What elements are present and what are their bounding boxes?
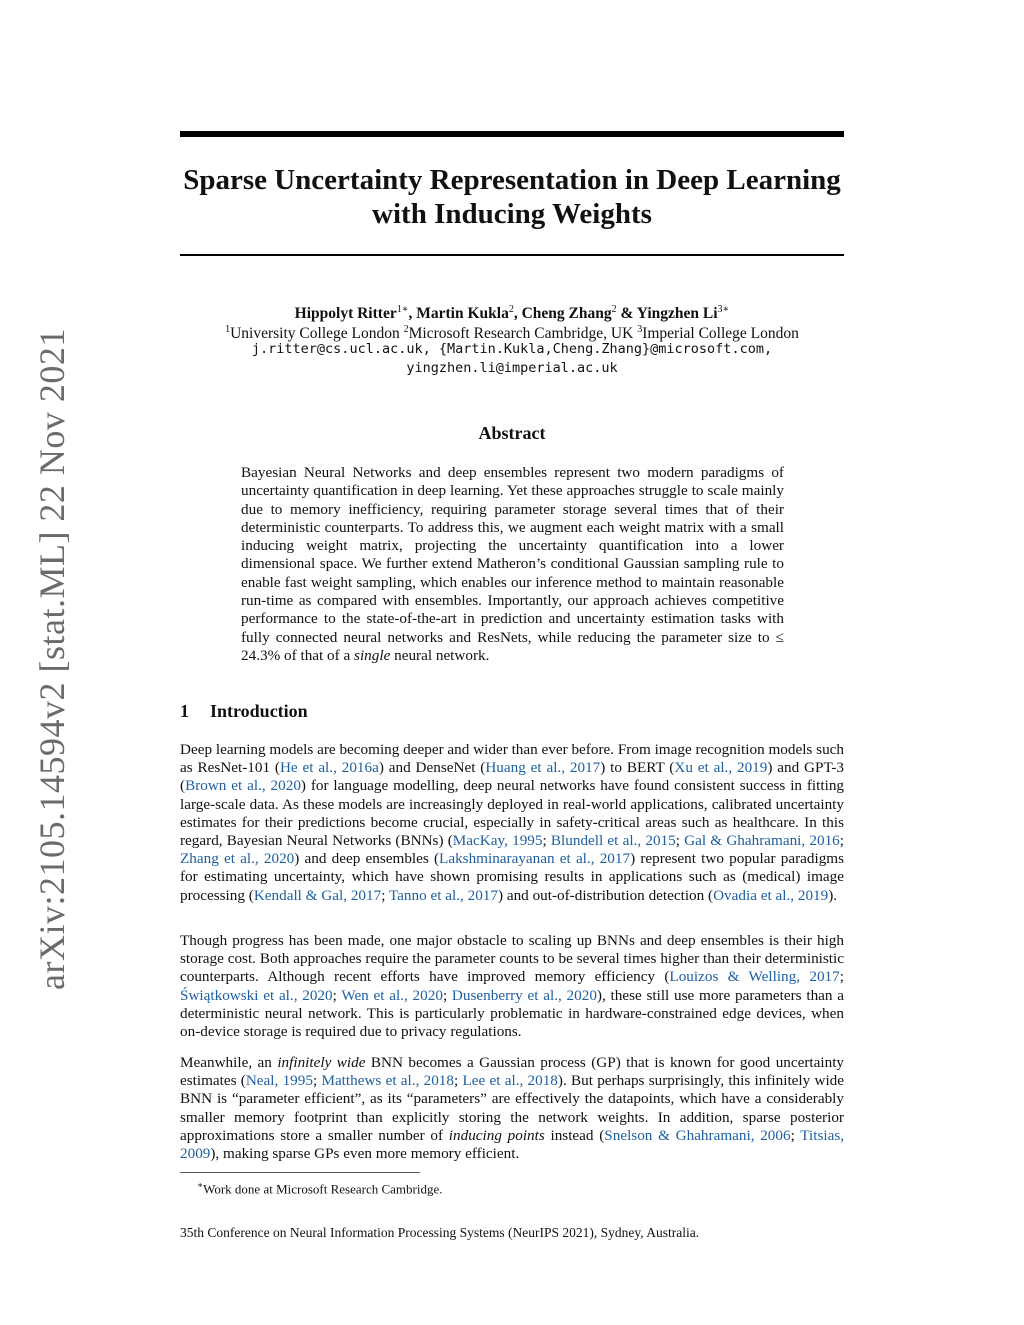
body-text: ), these still use more parameters than a deterministic neural network. This is particularly problematic in hardware-constrained edge devices, when on-device storage is required due to privacy regulations. xyxy=(180,986,844,1041)
body-text: ). But perhaps surprisingly, this infinitely wide BNN is “parameter efficient”, as its “parameters” are effectively the datapoints, which have a considerably smaller memory footprint than explicitly storing the network weights. In addition, sparse posterior approximations store a smaller number of xyxy=(180,1072,844,1144)
abstract-text xyxy=(241,464,784,665)
conference-note: 35th Conference on Neural Information Processing Systems (NeurIPS 2021), Sydney, Australia. xyxy=(180,1225,700,1240)
citation-link[interactable]: Lakshminarayanan et al., 2017 xyxy=(439,850,631,868)
abstract-span: Bayesian Neural Networks and deep ensembles represent two modern paradigms of uncertainty quantification in deep learning. Yet these approaches struggle to scale mainly due to memory inefficiency, requiring parameter storage several times that of their deterministic counterparts. To address this, we augment each weight matrix with a small inducing weight matrix, projecting the uncertainty quantification into a lower dimensional space. We further extend Matheron’s conditional Gaussian sampling rule to enable fast weight sampling, which enables our inference method to maintain reasonable run-time as compared with ensembles. Importantly, our approach achieves competitive performance to the state-of-the-art in prediction and uncertainty estimation tasks with fully connected neural networks and ResNets, while reducing the parameter size to ≤ 24.3% of that of a xyxy=(241,464,784,664)
citation-link[interactable]: Xu et al., 2019 xyxy=(674,759,768,777)
intro-paragraph-2 xyxy=(180,932,844,1041)
affiliation: University College London xyxy=(230,325,400,343)
intro-paragraph-3 xyxy=(180,1054,844,1163)
body-text: ; xyxy=(381,886,389,904)
title-line-2: with Inducing Weights xyxy=(372,198,652,230)
citation-link[interactable]: MacKay, 1995 xyxy=(452,832,543,850)
citation-link[interactable]: Zhang et al., 2020 xyxy=(180,850,295,868)
body-text: ; xyxy=(675,832,685,850)
title-top-rule xyxy=(180,131,844,137)
citation-link[interactable]: Gal & Ghahramani, 2016 xyxy=(684,832,840,850)
body-text: ) for language modelling, deep neural networks have found consistent success in fitting large-scale data. As these models are increasingly deployed in real-world applications, calibrated uncertainty estimates for their predictions become crucial, especially in safety-critical areas such as healthcare. In this regard, Bayesian Neural Networks (BNNs) ( xyxy=(180,777,845,850)
abstract-emphasis: single xyxy=(354,646,391,664)
body-text: ; xyxy=(790,1126,801,1144)
body-text: ; xyxy=(542,832,551,850)
affil-mark: 1 xyxy=(225,324,231,335)
citation-link[interactable]: Matthews et al., 2018 xyxy=(321,1072,454,1090)
body-text: ) and DenseNet ( xyxy=(378,759,486,777)
citation-link[interactable]: Louizos & Welling, 2017 xyxy=(669,968,840,986)
author-affil-mark: 2 xyxy=(508,304,514,315)
body-text: Deep learning models are becoming deeper and wider than ever before. From image recognition models such as ResNet-101 ( xyxy=(180,741,844,777)
body-text: BNN becomes a Gaussian process (GP) that is known for good uncertainty estimates ( xyxy=(180,1054,845,1090)
abstract-heading: Abstract xyxy=(478,423,546,443)
author-name: Hippolyt Ritter xyxy=(294,305,397,323)
author-name: Martin Kukla xyxy=(416,305,509,323)
section-number: 1 xyxy=(180,701,189,721)
author-name: Yingzhen Li xyxy=(636,305,718,323)
author-affil-mark: 1 xyxy=(396,304,402,315)
affil-mark: 2 xyxy=(403,324,409,335)
body-text: Meanwhile, an xyxy=(180,1054,278,1071)
citation-link[interactable]: Titsias, 2009 xyxy=(180,1126,845,1163)
email-line: yingzhen.li@imperial.ac.uk xyxy=(406,360,618,376)
affiliation: Imperial College London xyxy=(642,325,799,343)
author-list: Hippolyt Ritter$^{1∗}$, Martin Kukla$^2$, Cheng Zhang$^2$ & Yingzhen $Li^{3∗}$ xyxy=(294,304,730,323)
author-footnote-mark: ∗ xyxy=(401,304,409,315)
citation-link[interactable]: He et al., 2016a xyxy=(279,759,379,777)
section-heading xyxy=(180,701,308,722)
affil-mark: 3 xyxy=(637,324,643,335)
citation-link[interactable]: Huang et al., 2017 xyxy=(485,759,601,777)
body-text: ) and GPT-3 ( xyxy=(180,759,845,795)
footnote-rule xyxy=(180,1172,420,1173)
citation-link[interactable]: Blundell et al., 2015 xyxy=(550,832,676,850)
emphasis: inducing points xyxy=(448,1126,545,1144)
body-text: ; xyxy=(442,986,452,1004)
body-text: ). xyxy=(828,886,838,904)
affiliation: Microsoft Research Cambridge, UK xyxy=(408,325,634,343)
email-line: j.ritter@cs.ucl.ac.uk, {Martin.Kukla,Cheng.Zhang}@microsoft.com, xyxy=(251,341,773,357)
footnote xyxy=(197,1177,443,1197)
author-affil-mark: 2 xyxy=(611,304,617,315)
author-name: Cheng Zhang xyxy=(521,305,612,323)
section-title: Introduction xyxy=(210,701,308,721)
body-text: ; xyxy=(839,968,844,986)
citation-link[interactable]: Kendall & Gal, 2017 xyxy=(253,886,382,904)
emphasis: infinitely wide xyxy=(277,1054,366,1071)
paper-title xyxy=(180,163,844,231)
author-affil-mark: 3∗ xyxy=(717,304,730,315)
citation-link[interactable]: Snelson & Ghahramani, 2006 xyxy=(604,1126,791,1144)
title-line-1: Sparse Uncertainty Representation in Deep Learning xyxy=(183,164,841,196)
author-emails xyxy=(170,340,854,378)
arxiv-identifier: arXiv:2105.14594v2 [stat.ML] 22 Nov 2021 xyxy=(32,328,72,990)
footnote-text: Work done at Microsoft Research Cambridge. xyxy=(203,1181,443,1197)
body-text: ; xyxy=(839,832,844,850)
body-text: ; xyxy=(312,1072,322,1090)
citation-link[interactable]: Ovadia et al., 2019 xyxy=(713,886,829,904)
body-text: ; xyxy=(332,986,342,1004)
citation-link[interactable]: Tanno et al., 2017 xyxy=(388,886,498,904)
intro-paragraph-1 xyxy=(180,741,844,905)
citation-link[interactable]: Świątkowski et al., 2020 xyxy=(180,986,333,1004)
citation-link[interactable]: Brown et al., 2020 xyxy=(185,777,301,795)
citation-link[interactable]: Lee et al., 2018 xyxy=(462,1072,558,1090)
body-text: ) to BERT ( xyxy=(600,759,675,777)
body-text: ) and deep ensembles ( xyxy=(294,850,440,868)
body-text: ), making sparse GPs even more memory efficient. xyxy=(210,1145,520,1163)
citation-link[interactable]: Neal, 1995 xyxy=(245,1072,313,1090)
citation-link[interactable]: Wen et al., 2020 xyxy=(341,986,443,1004)
abstract-span: neural network. xyxy=(390,646,490,664)
body-text: ) represent two popular paradigms for estimating uncertainty, which have shown promising results in applications such as (medical) image processing ( xyxy=(180,850,845,904)
citation-link[interactable]: Dusenberry et al., 2020 xyxy=(451,986,597,1004)
body-text: instead ( xyxy=(544,1126,605,1144)
body-text: ; xyxy=(454,1072,463,1090)
title-bottom-rule xyxy=(180,254,844,256)
body-text: ) and out-of-distribution detection ( xyxy=(497,886,714,904)
body-text: Though progress has been made, one major obstacle to scaling up BNNs and deep ensembles is their high storage cost. Both approaches require the parameter counts to be several times higher than their deterministic counterparts. Although recent efforts have improved memory efficiency ( xyxy=(180,932,844,986)
footnote-mark: ∗ xyxy=(197,1180,204,1190)
